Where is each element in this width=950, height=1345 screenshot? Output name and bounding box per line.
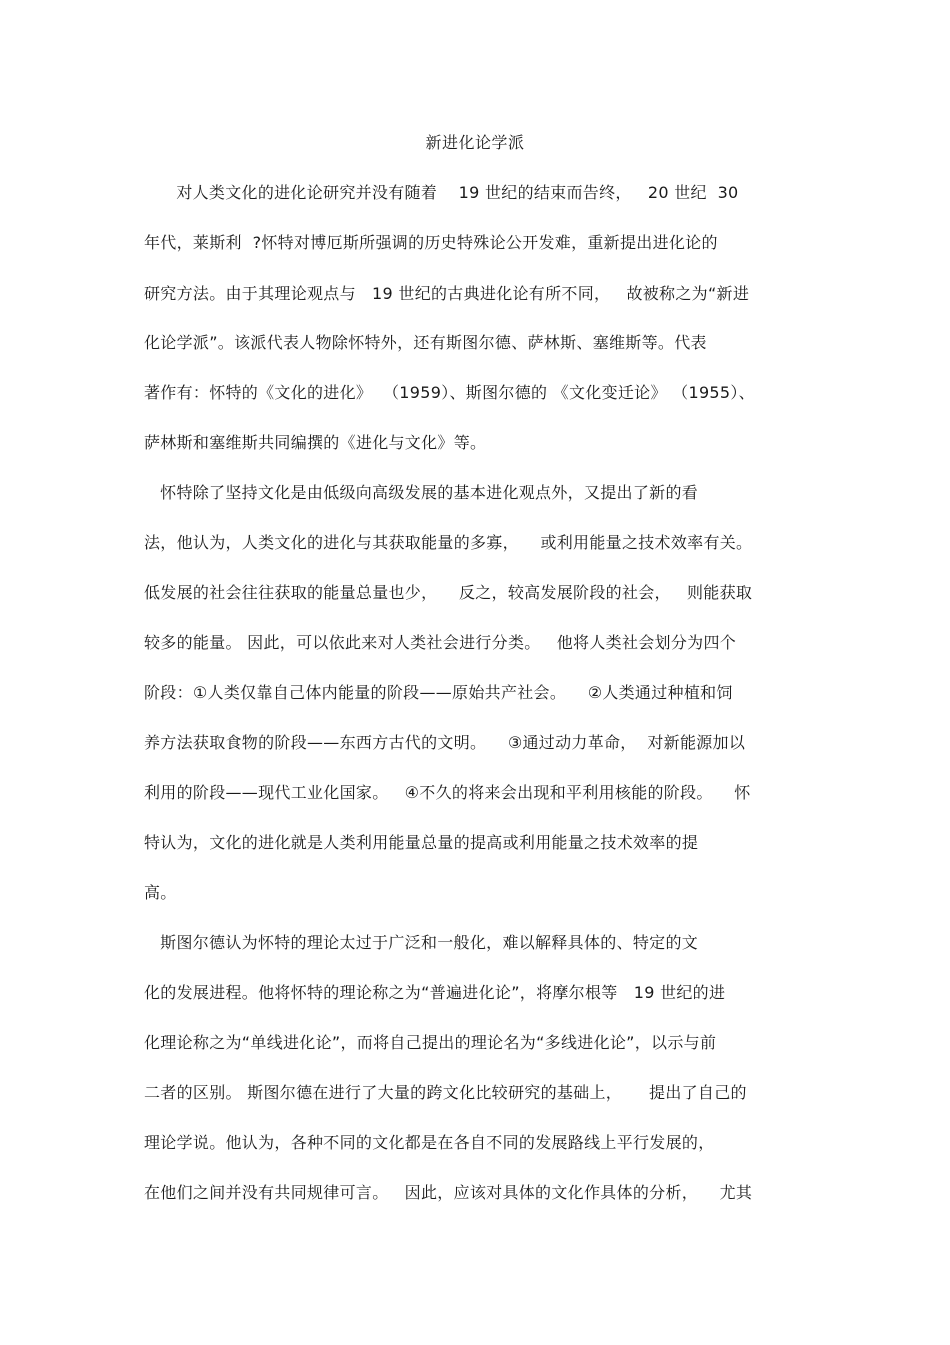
text-line: 特认为，文化的进化就是人类利用能量总量的提高或利用能量之技术效率的提: [144, 833, 699, 852]
text-line: 怀特除了坚持文化是由低级向高级发展的基本进化观点外，又提出了新的看: [144, 483, 699, 502]
text-line: 研究方法。由于其理论观点与 19 世纪的古典进化论有所不同， 故被称之为“新进: [144, 284, 750, 303]
text-line: 阶段：①人类仅靠自己体内能量的阶段——原始共产社会。 ②人类通过种植和饲: [144, 683, 733, 702]
text-line: 理论学说。他认为，各种不同的文化都是在各自不同的发展路线上平行发展的，: [144, 1133, 715, 1152]
text-line: 利用的阶段——现代工业化国家。 ④不久的将来会出现和平利用核能的阶段。 怀: [144, 783, 751, 802]
text-line: 养方法获取食物的阶段——东西方古代的文明。 ③通过动力革命， 对新能源加以: [144, 733, 746, 752]
text-line: 化理论称之为“单线进化论”，而将自己提出的理论名为“多线进化论”，以示与前: [144, 1033, 717, 1052]
text-line: 斯图尔德认为怀特的理论太过于广泛和一般化，难以解释具体的、特定的文: [144, 933, 699, 952]
text-line: 年代，莱斯利 ?怀特对博厄斯所强调的历史特殊论公开发难，重新提出进化论的: [144, 233, 718, 252]
text-line: 二者的区别。 斯图尔德在进行了大量的跨文化比较研究的基础上， 提出了自己的: [144, 1083, 747, 1102]
text-line: 法，他认为，人类文化的进化与其获取能量的多寡， 或利用能量之技术效率有关。: [144, 533, 753, 552]
text-line: 低发展的社会往往获取的能量总量也少， 反之，较高发展阶段的社会， 则能获取: [144, 583, 753, 602]
text-line: 化的发展进程。他将怀特的理论称之为“普遍进化论”，将摩尔根等 19 世纪的进: [144, 983, 726, 1002]
document-title: 新进化论学派: [425, 133, 525, 152]
text-line: 高。: [144, 883, 177, 902]
text-line: 在他们之间并没有共同规律可言。 因此，应该对具体的文化作具体的分析， 尤其: [144, 1183, 753, 1202]
text-line: 较多的能量。 因此，可以依此来对人类社会进行分类。 他将人类社会划分为四个: [144, 633, 737, 652]
text-line: 著作有：怀特的《文化的进化》 （1959）、斯图尔德的 《文化变迁论》 （1955）、: [144, 383, 755, 402]
text-line: 化论学派”。该派代表人物除怀特外，还有斯图尔德、萨林斯、塞维斯等。代表: [144, 333, 707, 352]
text-line: 萨林斯和塞维斯共同编撰的《进化与文化》等。: [144, 433, 487, 452]
text-line: 对人类文化的进化论研究并没有随着 19 世纪的结束而告终， 20 世纪 30: [144, 183, 739, 202]
